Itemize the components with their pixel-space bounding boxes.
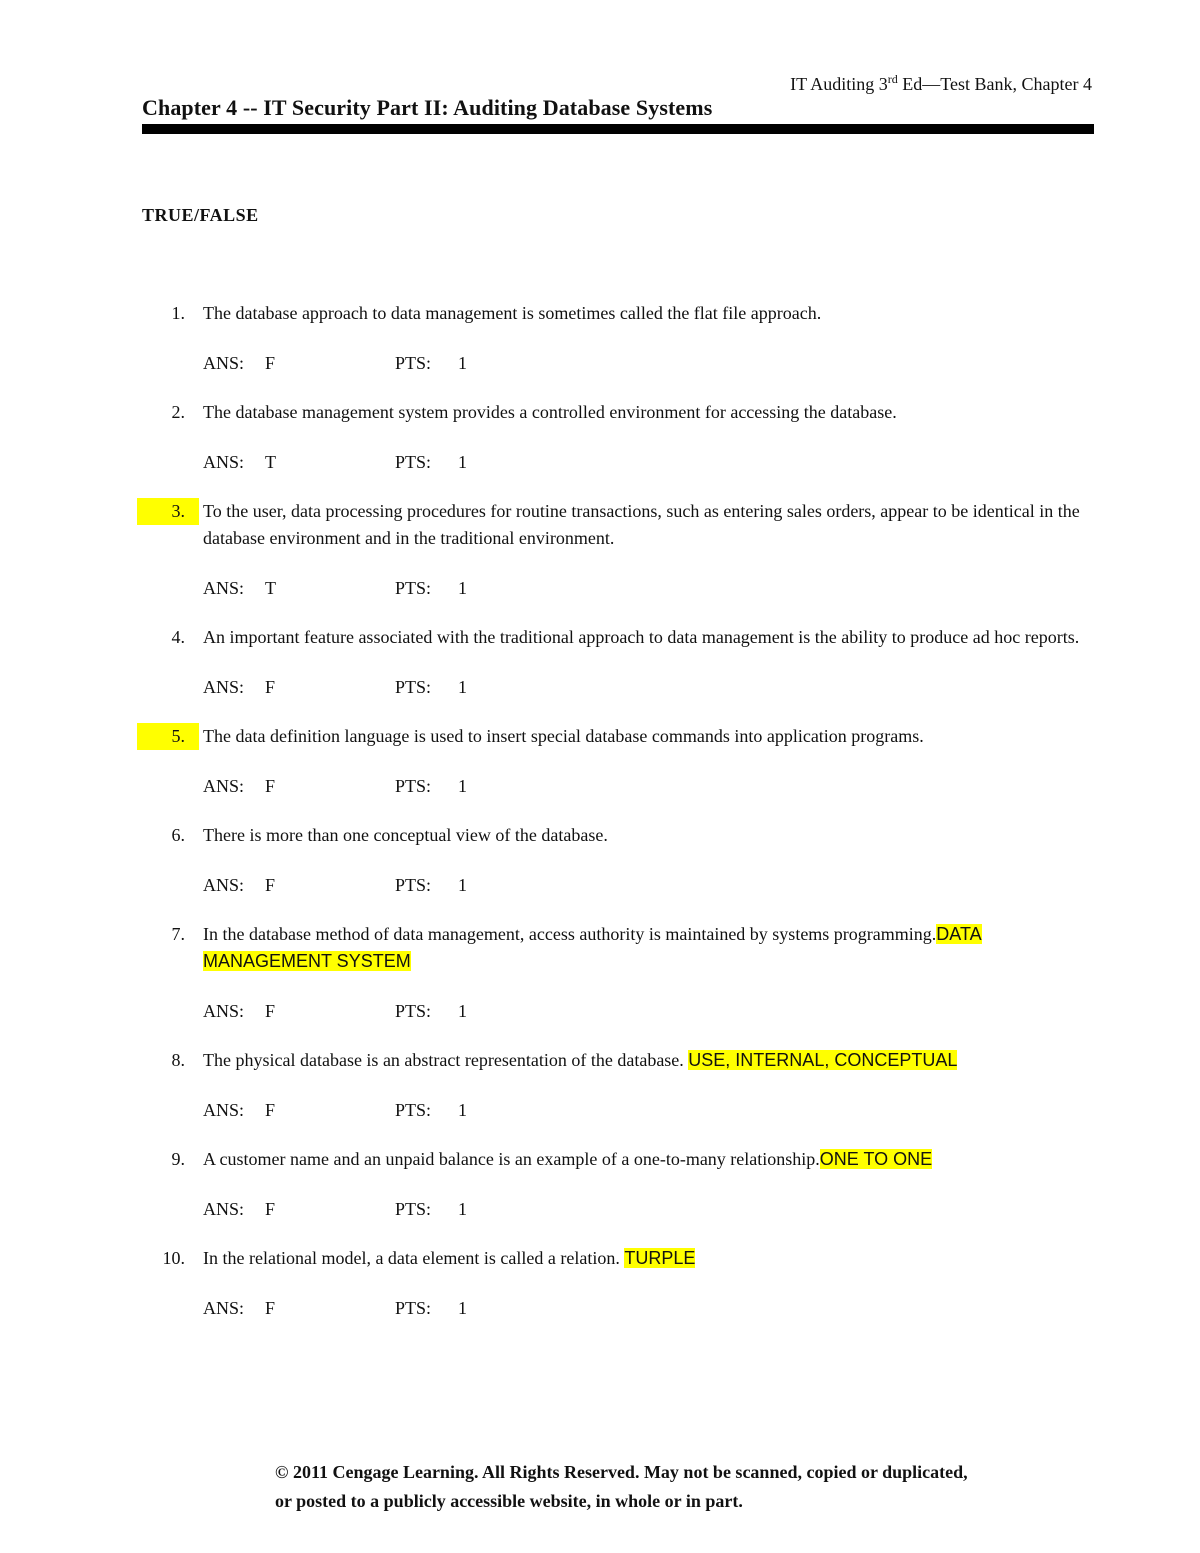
question-list	[142, 300, 1094, 1322]
question-body: In the database method of data management, access authority is maintained by systems programming.	[203, 924, 937, 944]
pts-label: PTS:	[395, 452, 432, 472]
question-item	[142, 1146, 1094, 1173]
question-body: The physical database is an abstract representation of the database.	[203, 1050, 684, 1070]
question-text	[203, 723, 1094, 750]
question-body: There is more than one conceptual view of the database.	[203, 825, 608, 845]
ans-value: F	[265, 776, 276, 796]
question-body: An important feature associated with the traditional approach to data management is the ability to produce ad hoc reports.	[203, 627, 1080, 647]
ans-value: F	[265, 875, 276, 895]
pts-value: 1	[458, 677, 467, 697]
ans-label: ANS:	[203, 1199, 245, 1219]
question-text	[203, 399, 1094, 426]
answer-row	[203, 1196, 1094, 1223]
pts-label: PTS:	[395, 1199, 432, 1219]
ans-value: T	[265, 452, 276, 472]
question-item	[142, 1245, 1094, 1272]
ans-value: F	[265, 677, 276, 697]
ans-label: ANS:	[203, 776, 245, 796]
answer-row	[203, 872, 1094, 899]
ans-label: ANS:	[203, 452, 245, 472]
pts-value: 1	[458, 353, 467, 373]
question-number: 7.	[171, 924, 185, 944]
question-body: To the user, data processing procedures for routine transactions, such as entering sales orders, appear to be identical in the database environment and in the traditional environment.	[203, 501, 1080, 548]
question-text	[203, 624, 1094, 651]
ans-value: F	[265, 1100, 276, 1120]
question-number: 2.	[171, 402, 185, 422]
ans-label: ANS:	[203, 1001, 245, 1021]
answer-row	[203, 1097, 1094, 1124]
question-body: A customer name and an unpaid balance is an example of a one-to-many relationship.	[203, 1149, 820, 1169]
question-number: 9.	[171, 1149, 185, 1169]
question-text	[203, 1146, 1094, 1173]
question-body: In the relational model, a data element is called a relation.	[203, 1248, 625, 1268]
handwritten-correction: DATA MANAGEMENT SYSTEM	[203, 924, 982, 971]
question-item	[142, 1047, 1094, 1074]
ans-label: ANS:	[203, 578, 245, 598]
question-text	[203, 822, 1094, 849]
answer-row	[203, 998, 1094, 1025]
answer-row	[203, 674, 1094, 701]
question-body: The database approach to data management is sometimes called the flat file approach.	[203, 303, 822, 323]
pts-value: 1	[458, 1298, 467, 1318]
copyright-line-1: © 2011 Cengage Learning. All Rights Reserved. May not be scanned, copied or duplicated,	[275, 1462, 968, 1482]
copyright-line-2: or posted to a publicly accessible website, in whole or in part.	[275, 1491, 743, 1511]
question-number: 8.	[171, 1050, 185, 1070]
question-number: 10.	[162, 1248, 185, 1268]
handwritten-correction: USE, INTERNAL, CONCEPTUAL	[688, 1050, 958, 1070]
title-rule	[142, 124, 1094, 134]
section-heading: TRUE/FALSE	[142, 205, 259, 225]
question-item	[142, 822, 1094, 849]
copyright-footer	[275, 1458, 968, 1516]
pts-value: 1	[458, 578, 467, 598]
pts-value: 1	[458, 1100, 467, 1120]
running-head	[790, 72, 1092, 95]
question-text	[203, 300, 1094, 327]
question-text	[203, 1245, 1094, 1272]
ans-value: F	[265, 1199, 276, 1219]
pts-label: PTS:	[395, 1100, 432, 1120]
handwritten-correction: TURPLE	[624, 1248, 696, 1268]
answer-row	[203, 350, 1094, 377]
ans-label: ANS:	[203, 1298, 245, 1318]
question-number: 6.	[171, 825, 185, 845]
question-body: The database management system provides a controlled environment for accessing the database.	[203, 402, 897, 422]
pts-label: PTS:	[395, 776, 432, 796]
pts-value: 1	[458, 1199, 467, 1219]
chapter-title: Chapter 4 -- IT Security Part II: Auditing Database Systems	[142, 95, 713, 120]
question-number: 1.	[171, 303, 185, 323]
question-item	[142, 300, 1094, 327]
pts-label: PTS:	[395, 875, 432, 895]
ans-value: F	[265, 1298, 276, 1318]
question-text	[203, 921, 1094, 975]
question-item	[142, 624, 1094, 651]
question-item	[142, 723, 1094, 750]
pts-value: 1	[458, 875, 467, 895]
pts-label: PTS:	[395, 578, 432, 598]
question-text	[203, 1047, 1094, 1074]
running-head-prefix: IT Auditing 3	[790, 74, 888, 94]
question-text	[203, 498, 1094, 552]
ans-value: T	[265, 578, 276, 598]
answer-row	[203, 575, 1094, 602]
pts-label: PTS:	[395, 353, 432, 373]
question-item	[142, 921, 1094, 975]
ans-label: ANS:	[203, 677, 245, 697]
question-item	[142, 498, 1094, 552]
answer-row	[203, 449, 1094, 476]
ans-label: ANS:	[203, 1100, 245, 1120]
question-number: 5.	[137, 723, 199, 750]
running-head-suffix: Ed—Test Bank, Chapter 4	[897, 74, 1092, 94]
answer-row	[203, 773, 1094, 800]
question-body: The data definition language is used to insert special database commands into application programs.	[203, 726, 924, 746]
question-number: 3.	[137, 498, 199, 525]
running-head-sup: rd	[887, 72, 898, 86]
ans-value: F	[265, 1001, 276, 1021]
answer-row	[203, 1295, 1094, 1322]
pts-label: PTS:	[395, 1001, 432, 1021]
ans-label: ANS:	[203, 353, 245, 373]
pts-value: 1	[458, 452, 467, 472]
question-item	[142, 399, 1094, 426]
pts-label: PTS:	[395, 677, 432, 697]
pts-value: 1	[458, 1001, 467, 1021]
question-number: 4.	[171, 627, 185, 647]
ans-value: F	[265, 353, 276, 373]
pts-value: 1	[458, 776, 467, 796]
handwritten-correction: ONE TO ONE	[819, 1149, 933, 1169]
ans-label: ANS:	[203, 875, 245, 895]
pts-label: PTS:	[395, 1298, 432, 1318]
